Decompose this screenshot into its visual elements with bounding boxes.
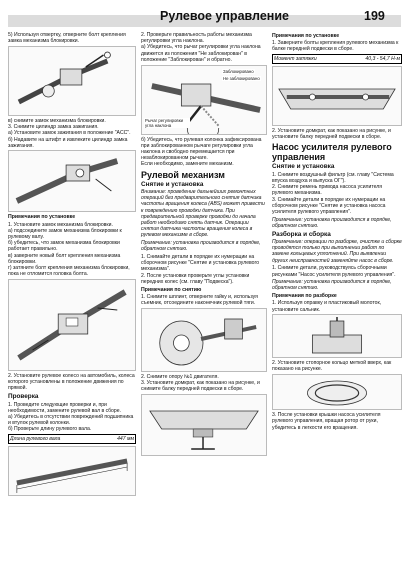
page-number: 199 xyxy=(364,9,385,23)
installation-notes-heading: Примечания по установке xyxy=(272,33,340,39)
ignition-cylinder-illustration xyxy=(8,150,136,212)
removal-notes-heading: Примечания по снятию xyxy=(141,286,202,293)
tilt-lever-label: Рычаг регулировки угла наклона xyxy=(144,118,190,128)
spec-value: 40,3 - 54,7 Н·м xyxy=(365,56,400,63)
paragraph: 1. Используя оправку и пластиковый молоток, установите сальник. xyxy=(272,300,382,313)
paragraph: 2. Снимите опору №1 двигателя. 3. Установите домкрат, как показано на рисунке, и снимите балку передней подвески в сборе. xyxy=(141,373,260,393)
paragraph: 2. Установите рулевое колесо на автомобиль, колеса которого установлены в положение движения по прямой. xyxy=(8,372,135,392)
section-title: Рулевое управление xyxy=(160,9,289,23)
paragraph: 1. Снимайте детали в порядке их нумерации на сборочном рисунке "Снятие и установка рулевого механизма". 2. После установки проверьте углы установки передних колес (см. главу "Подвеска"). xyxy=(141,254,260,285)
disassembly-assembly-heading: Разборка и сборка xyxy=(272,230,331,238)
steering-gear-heading: Рулевой механизм xyxy=(141,169,225,180)
remark: Примечание: операции по разборке, очистке и сборке проводятся только при выполнении работ по замене кольцевых уплотнений. При выявлении других неисправностей заменяйте насос в сборе. xyxy=(272,239,402,264)
steering-column-lock-illustration xyxy=(8,46,136,116)
gear-mount-bolts-illustration xyxy=(272,66,402,126)
removal-installation-heading: Снятие и установка xyxy=(141,180,204,188)
paragraph: 1. Снимите шплинт, отверните гайку и, используя съемник, отсоедините наконечник рулевой тяги. xyxy=(141,293,258,306)
attention-note: Внимание: проведение дальнейших ремонтных операций без предварительного снятия датчика частоты вращения колеса (ABS) может привести к повреждению проводки датчика. При предварительной проверке проводки до начала работ необходимо снять датчик. Операции снятия датчика частоты вращения колеса в рулевом механизме в сборе. xyxy=(141,189,265,239)
paragraph: 1. Снимите воздушный фильтр (см. главу "Система впуска воздуха и выпуска ОГ"). 2. Снимите ремень привода насоса усилителя рулевого механизма. 3. Снимайте детали в порядке их нумерации на сборочном рисунке "Снятие и установка насоса усилителя рулевого управления". xyxy=(272,171,394,215)
paragraph: 2. Проверьте правильность работы механизма регулировки угла наклона. а) Убедитесь, что рычаг регулировки угла наклона движется из положения "Не заблокирован" в положение "Заблокирован" и обратно. xyxy=(141,32,261,63)
steering-shaft-length-illustration xyxy=(8,446,136,496)
check-heading: Проверка xyxy=(8,393,39,401)
shaft-length-spec xyxy=(8,434,136,444)
remark: Примечание: установка производится в порядке, обратном снятию. xyxy=(141,240,261,253)
paragraph: 1. Установите замок механизма блокировки. a) подсоедините замок механизма блокировки к рулевому валу. б) убедитесь, что замок механизма блокировки работает правильно. в) заверните новый болт крепления механизма блокировки. г) затяните болт крепления механизма блокировки, пока не отломится головка болта. xyxy=(8,221,130,278)
paragraph: в) снимите замок механизма блокировки. 3. Снимите цилиндр замка зажигания. a) Установите замок зажигания в положение "ACC". б) Надавите на штифт и извлеките цилиндр замка зажигания. xyxy=(8,117,131,149)
paragraph: 1. Проведите следующие проверки и, при необходимости, замените рулевой вал в сборе. а) Убедитесь в отсутствии повреждений подшипника и втулок рулевой колонки. б) Проверьте длину рулевого вала. xyxy=(8,401,134,433)
paragraph: 1. Снимите детали, руководствуясь сборочными рисунками "Насос усилителя рулевого управления". xyxy=(272,265,396,278)
snap-ring-illustration xyxy=(272,374,402,410)
paragraph: 3. После установки крышки насоса усилителя рулевого управления, вращая ротор от руки, убедитесь в легкости его вращения. xyxy=(272,412,381,431)
power-steering-pump-heading: Насос усилителя рулевого управления xyxy=(272,142,392,163)
column-right xyxy=(272,32,402,432)
removal-installation-heading: Снятие и установка xyxy=(272,163,335,171)
paragraph: 1. Заверните болты крепления рулевого механизма к балке передней подвески в сборе. xyxy=(272,40,399,53)
disassembly-notes-heading: Примечания по разборке xyxy=(272,293,337,300)
paragraph: б) Убедитесь, что рулевая колонка зафиксирована при заблокированном рычаге регулировки угла наклона и свободно перемещается при незаблокированном рычаге. Если необходимо, замените механизм. xyxy=(141,136,262,168)
unlocked-label: Не заблокировано xyxy=(223,75,260,81)
oil-seal-install-illustration xyxy=(272,314,402,358)
paragraph: 2. Установите домкрат, как показано на рисунке, и установите балку передней подвески в сборе. xyxy=(272,127,391,141)
tilt-lever-illustration xyxy=(141,65,267,135)
page-header xyxy=(0,0,409,30)
torque-spec xyxy=(272,54,402,64)
locked-label: Заблокировано xyxy=(223,68,254,74)
spec-label: Длина рулевого вала xyxy=(10,436,61,443)
subframe-jack-illustration xyxy=(141,394,267,456)
column-middle xyxy=(141,32,267,458)
installation-notes-heading: Примечания по установке xyxy=(8,214,76,221)
paragraph: 5) Используя отвертку, отверните болт крепления замка механизма блокировки. xyxy=(8,32,126,45)
remark: Примечание: установка производится в порядке, обратном снятию. xyxy=(272,216,392,229)
remark: Примечание: установка производится в порядке, обратном снятию. xyxy=(272,279,392,292)
lock-bolt-illustration xyxy=(8,279,136,371)
spec-value: 447 мм xyxy=(117,436,134,443)
paragraph: 2. Установите стопорное кольцо меткой вверх, как показано на рисунке. xyxy=(272,360,392,373)
spec-label: Момент затяжки xyxy=(274,56,317,63)
column-left xyxy=(8,32,136,498)
tie-rod-end-illustration xyxy=(141,308,267,372)
